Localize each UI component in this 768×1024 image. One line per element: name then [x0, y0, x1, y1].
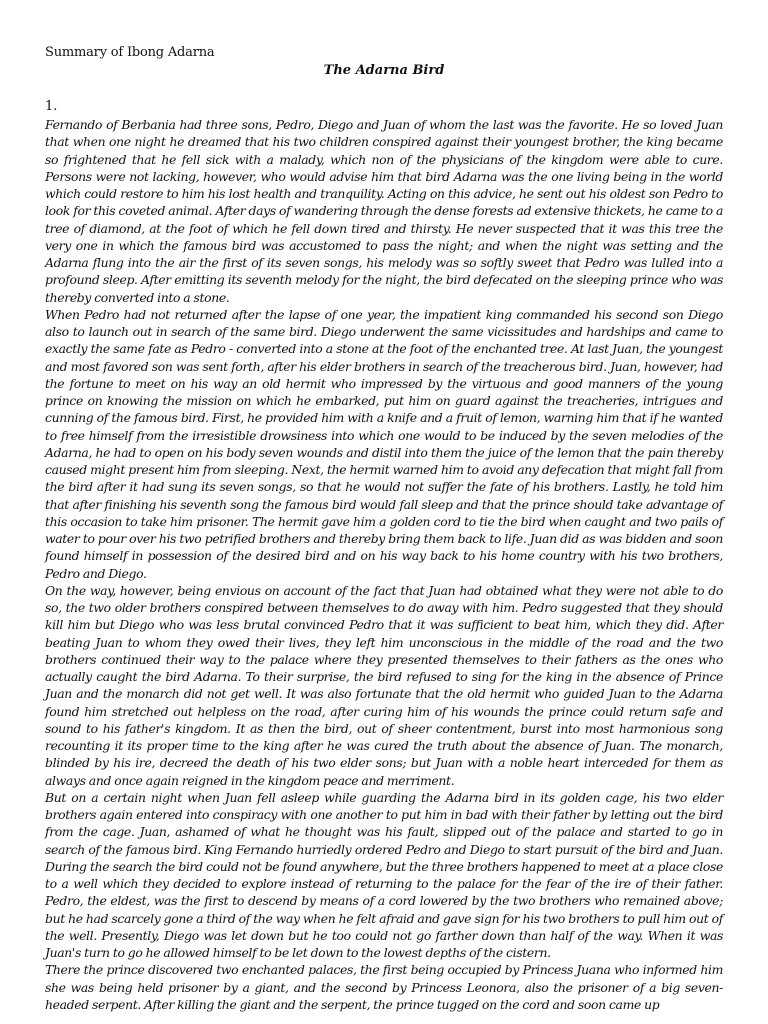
document-body: [45, 116, 723, 1013]
body-paragraph: There the prince discovered two enchanted palaces, the first being occupied by Princess Juana who informed him she was being held prisoner by a giant, and the second by Princess Leonora, also the prisoner of a big seven-headed serpent. After killing the giant and the serpent, the prince tugged on the cord and soon came up: [45, 962, 723, 1012]
body-paragraph: Fernando of Berbania had three sons, Pedro, Diego and Juan of whom the last was the favorite. He so loved Juan that when one night he dreamed that his two children conspired against their youngest brother, the king became so frightened that he fell sick with a malady, which non of the physicians of the kingdom were able to cure. Persons were not lacking, however, who would advise him that bird Adarna was the one living being in the world which could restore to him his lost health and tranquility. Acting on this advice, he sent out his oldest son Pedro to look for this coveted animal. After days of wandering through the dense forests ad extensive thickets, he came to a tree of diamond, at the foot of which he fell down tired and thirsty. He never suspected that it was this tree the very one in which the famous bird was accustomed to pass the night; and when the night was setting and the Adarna flung into the air the first of its seven songs, his melody was so softly sweet that Pedro was lulled into a profound sleep. After emitting its seventh melody for the night, the bird defecated on the sleeping prince who was thereby converted into a stone.: [45, 117, 723, 305]
body-paragraph: But on a certain night when Juan fell asleep while guarding the Adarna bird in its golden cage, his two elder brothers again entered into conspiracy with one another to put him in bad with their father by letting out the bird from the cage. Juan, ashamed of what he thought was his fault, slipped out of the palace and started to go in search of the famous bird. King Fernando hurriedly ordered Pedro and Diego to start pursuit of the bird and Juan. During the search the bird could not be found anywhere, but the three brothers happened to meet at a place close to a well which they decided to explore instead of returning to the palace for the fear of the ire of their father. Pedro, the eldest, was the first to descend by means of a cord lowered by the two brothers who remained above; but he had scarcely gone a third of the way when he felt afraid and gave sign for his two brothers to pull him out of the well. Presently, Diego was let down but he too could not go farther down than half of the way. When it was Juan's turn to go he allowed himself to be let down to the lowest depths of the cistern.: [45, 789, 723, 960]
document-page: [45, 44, 723, 1013]
document-heading: Summary of Ibong Adarna: [45, 45, 215, 60]
section-number: 1.: [45, 99, 58, 114]
body-paragraph: When Pedro had not returned after the lapse of one year, the impatient king commanded his second son Diego also to launch out in search of the same bird. Diego underwent the same vicissitudes and hardships and came to exactly the same fate as Pedro - converted into a stone at the foot of the enchanted tree. At last Juan, the youngest and most favored son was sent forth, after his elder brothers in search of the treacherous bird. Juan, however, had the fortune to meet on his way an old hermit who impressed by the virtuous and good manners of the young prince on knowing the mission on which he embarked, put him on guard against the treacheries, intrigues and cunning of the famous bird. First, he provided him with a knife and a fruit of lemon, warning him that if he wanted to free himself from the irresistible drowsiness into which one would to be induced by the seven melodies of the Adarna, he had to open on his body seven wounds and distil into them the juice of the lemon that the pain thereby caused might present him from sleeping. Next, the hermit warned him to avoid any defecation that might fall from the bird after it had sung its seven songs, so that he would not suffer the fate of his brothers. Lastly, he told him that after finishing his seventh song the famous bird would fall sleep and that the prince should take advantage of this occasion to take him prisoner. The hermit gave him a golden cord to tie the bird when caught and two pails of water to pour over his two petrified brothers and thereby bring them back to life. Juan did as was bidden and soon found himself in possession of the desired bird and on his way back to his home country with his two brothers, Pedro and Diego.: [45, 306, 723, 581]
document-title: The Adarna Bird: [323, 63, 445, 78]
body-paragraph: On the way, however, being envious on account of the fact that Juan had obtained what they were not able to do so, the two older brothers conspired between themselves to do away with him. Pedro suggested that they should kill him but Diego who was less brutal convinced Pedro that it was sufficient to beat him, which they did. After beating Juan to whom they owed their lives, they left him unconscious in the middle of the road and the two brothers continued their way to the palace where they presented themselves to their fathers as the ones who actually caught the bird Adarna. To their surprise, the bird refused to sing for the king in the absence of Prince Juan and the monarch did not get well. It was also fortunate that the old hermit who guided Juan to the Adarna found him stretched out helpless on the road, after curing him of his wounds the prince could return safe and sound to his father's kingdom. It as then the bird, out of sheer contentment, burst into most harmonious song recounting it its proper time to the king after he was cured the truth about the absence of Juan. The monarch, blinded by his ire, decreed the death of his two elder sons; but Juan with a noble heart interceded for them as always and once again reigned in the kingdom peace and merriment.: [45, 582, 723, 788]
